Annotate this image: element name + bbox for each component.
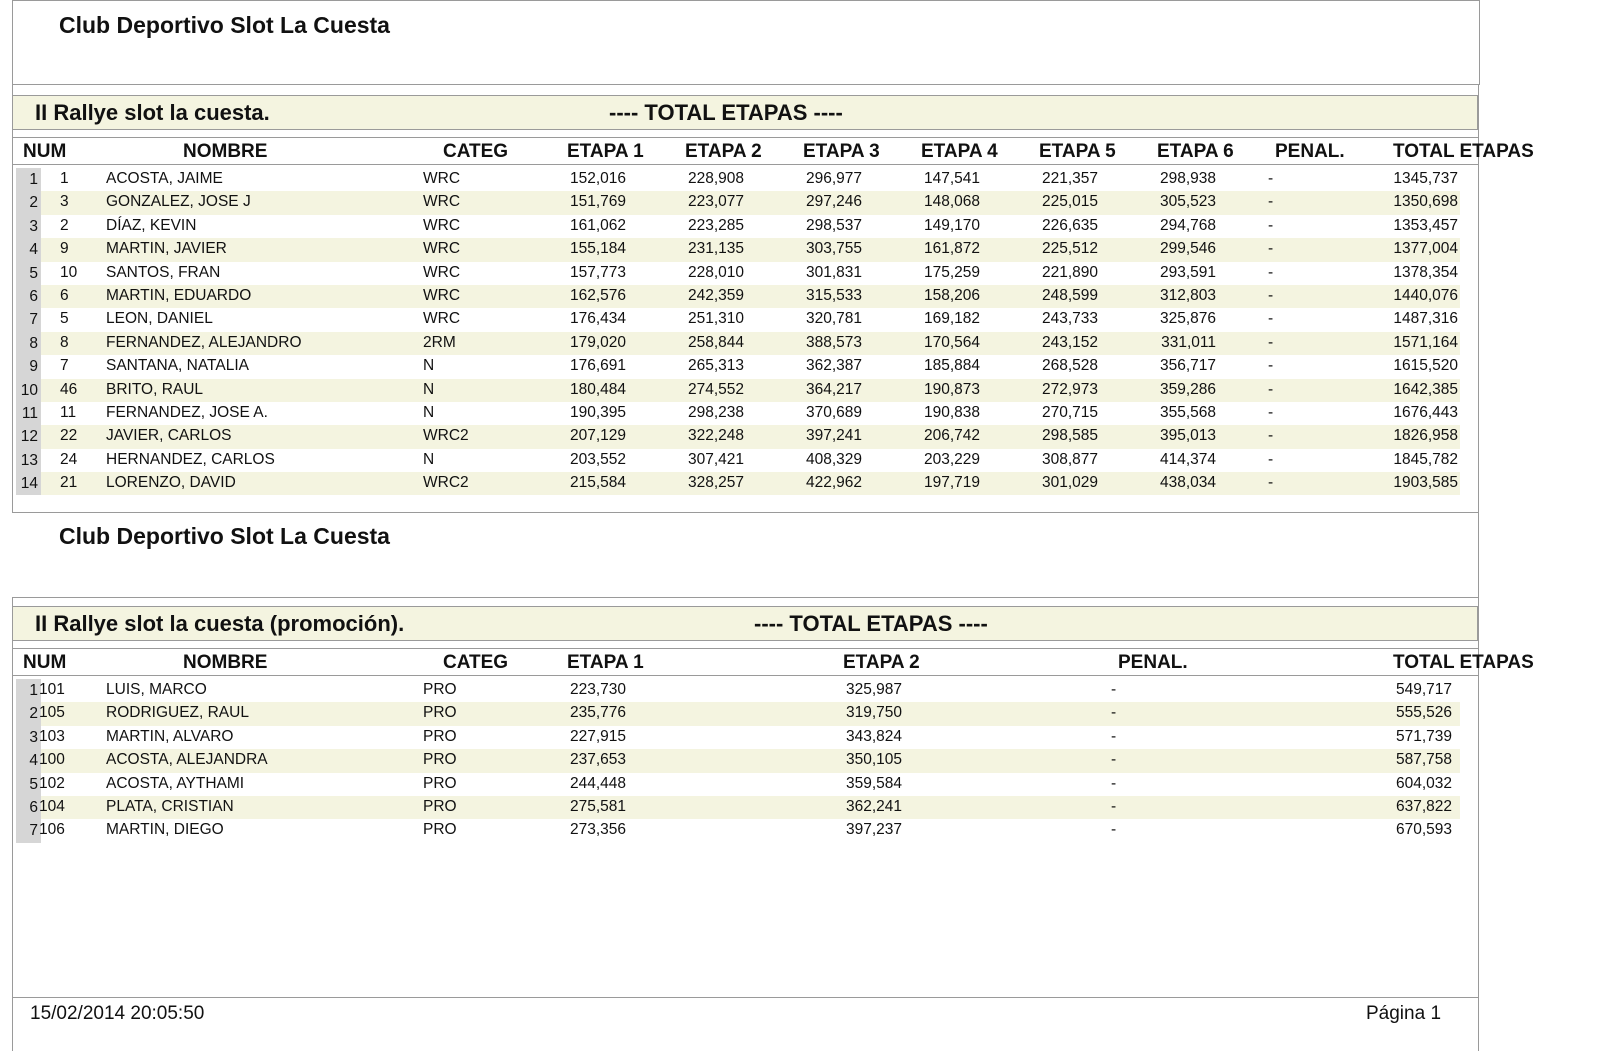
cell-penal: -	[1268, 216, 1274, 234]
cell-penal: -	[1268, 403, 1274, 421]
cell-e2: 307,421	[687, 450, 744, 468]
cell-e2: 242,359	[687, 286, 744, 304]
cell-e2: 258,844	[687, 333, 744, 351]
cell-e4: 185,884	[923, 357, 980, 375]
cell-penal: -	[1268, 333, 1274, 351]
rank-cell: 3	[16, 726, 41, 749]
cell-e1: 151,769	[569, 193, 626, 211]
cell-categ: PRO	[423, 751, 457, 769]
cell-categ: WRC	[423, 193, 461, 211]
cell-total: 1378,354	[1393, 263, 1458, 281]
cell-nombre: LORENZO, DAVID	[106, 474, 236, 492]
col-penal-2: PENAL.	[1118, 652, 1188, 673]
cell-num: 2	[60, 216, 69, 234]
cell-e6: 325,876	[1159, 310, 1216, 328]
club-title-2: Club Deportivo Slot La Cuesta	[59, 523, 390, 549]
col-categ-2: CATEG	[443, 652, 509, 673]
cell-e4: 175,259	[923, 263, 980, 281]
rank-cell: 1	[16, 168, 41, 191]
cell-total: 670,593	[1395, 821, 1452, 839]
section-title-band-2	[12, 606, 1478, 641]
cell-e3: 397,241	[805, 427, 862, 445]
cell-categ: PRO	[423, 681, 457, 698]
cell-e4: 169,182	[923, 310, 980, 328]
rank-cell: 5	[16, 262, 41, 285]
cell-total: 1615,520	[1393, 357, 1458, 375]
cell-e4: 161,872	[923, 240, 980, 258]
cell-e6: 298,938	[1159, 170, 1216, 187]
cell-penal: -	[1268, 380, 1274, 398]
cell-e5: 298,585	[1041, 427, 1098, 445]
cell-total: 1642,385	[1393, 380, 1458, 398]
cell-e3: 362,387	[805, 357, 862, 375]
cell-total: 1487,316	[1393, 310, 1458, 328]
cell-nombre: MARTIN, JAVIER	[106, 240, 227, 258]
cell-e6: 293,591	[1159, 263, 1216, 281]
cell-num: 102	[39, 774, 65, 792]
rank-cell: 13	[16, 449, 41, 472]
cell-total: 1345,737	[1393, 170, 1458, 187]
cell-penal: -	[1268, 170, 1274, 187]
cell-num: 5	[60, 310, 69, 328]
cell-e2: 298,238	[687, 403, 744, 421]
cell-num: 100	[39, 751, 65, 769]
cell-e4: 170,564	[923, 333, 980, 351]
table-row	[16, 402, 1460, 425]
cell-penal: -	[1111, 774, 1117, 792]
col-etapa-1: ETAPA 1	[567, 141, 644, 162]
cell-e3: 320,781	[805, 310, 862, 328]
cell-e4: 197,719	[923, 474, 980, 492]
table-row	[16, 679, 1460, 702]
cell-nombre: SANTANA, NATALIA	[106, 357, 249, 375]
col-etapa-5: ETAPA 5	[1039, 141, 1116, 162]
cell-e3: 297,246	[805, 193, 862, 211]
col-total-2: TOTAL ETAPAS	[1393, 652, 1534, 673]
rank-cell: 6	[16, 796, 41, 819]
cell-e2: 350,105	[845, 751, 902, 769]
cell-penal: -	[1268, 263, 1274, 281]
cell-categ: WRC	[423, 170, 461, 187]
cell-e1: 179,020	[569, 333, 626, 351]
cell-e3: 388,573	[805, 333, 862, 351]
cell-e2: 322,248	[687, 427, 744, 445]
cell-num: 7	[60, 357, 69, 375]
cell-categ: WRC2	[423, 474, 469, 492]
rank-cell: 7	[16, 308, 41, 331]
col-total: TOTAL ETAPAS	[1393, 141, 1534, 162]
cell-nombre: BRITO, RAUL	[106, 380, 204, 398]
table-row	[16, 285, 1460, 308]
rank-cell: 11	[16, 402, 41, 425]
rank-cell: 6	[16, 285, 41, 308]
cell-num: 6	[60, 286, 69, 304]
cell-e6: 438,034	[1159, 474, 1216, 492]
rank-cell: 2	[16, 702, 41, 725]
cell-e2: 223,077	[687, 193, 744, 211]
cell-categ: WRC	[423, 286, 461, 304]
cell-nombre: RODRIGUEZ, RAUL	[106, 704, 249, 722]
footer-divider	[12, 997, 1478, 998]
cell-nombre: HERNANDEZ, CARLOS	[106, 450, 275, 468]
cell-num: 8	[60, 333, 69, 351]
results-table-2	[16, 679, 1460, 843]
cell-categ: WRC	[423, 263, 461, 281]
table-row	[16, 749, 1460, 772]
cell-e4: 149,170	[923, 216, 980, 234]
cell-penal: -	[1111, 727, 1117, 745]
cell-e2: 397,237	[845, 821, 902, 839]
cell-total: 1826,958	[1393, 427, 1458, 445]
cell-penal: -	[1268, 286, 1274, 304]
cell-categ: PRO	[423, 727, 457, 745]
cell-e2: 228,010	[687, 263, 744, 281]
cell-num: 3	[60, 193, 69, 211]
table-row	[16, 191, 1460, 214]
cell-num: 21	[60, 474, 78, 492]
col-num-2: NUM	[23, 652, 67, 673]
cell-penal: -	[1268, 450, 1274, 468]
cell-e5: 268,528	[1041, 357, 1098, 375]
col-num: NUM	[23, 141, 67, 162]
rank-cell: 9	[16, 355, 41, 378]
rank-cell: 5	[16, 773, 41, 796]
table-row	[16, 796, 1460, 819]
cell-e3: 422,962	[805, 474, 862, 492]
cell-e3: 315,533	[805, 286, 862, 304]
cell-e2: 223,285	[687, 216, 744, 234]
cell-e2: 362,241	[845, 797, 902, 815]
cell-e5: 270,715	[1041, 403, 1098, 421]
cell-nombre: MARTIN, EDUARDO	[106, 286, 252, 304]
cell-e3: 303,755	[805, 240, 862, 258]
cell-e1: 180,484	[569, 380, 626, 398]
cell-e5: 243,733	[1041, 310, 1098, 328]
cell-nombre: ACOSTA, JAIME	[106, 170, 223, 187]
cell-nombre: SANTOS, FRAN	[106, 263, 221, 281]
cell-e1: 223,730	[569, 681, 626, 698]
cell-e2: 228,908	[687, 170, 744, 187]
cell-total: 1903,585	[1393, 474, 1458, 492]
cell-categ: PRO	[423, 821, 457, 839]
cell-e1: 176,691	[569, 357, 626, 375]
col-etapa-3: ETAPA 3	[803, 141, 880, 162]
cell-total: 604,032	[1395, 774, 1452, 792]
table-row	[16, 726, 1460, 749]
table-row	[16, 379, 1460, 402]
cell-e2: 325,987	[845, 681, 902, 698]
cell-e3: 408,329	[805, 450, 862, 468]
cell-num: 101	[39, 681, 65, 698]
col-etapa-6: ETAPA 6	[1157, 141, 1234, 162]
cell-num: 11	[60, 403, 77, 421]
col-etapa-1-2: ETAPA 1	[567, 652, 644, 673]
cell-penal: -	[1268, 474, 1274, 492]
cell-e1: 227,915	[569, 727, 626, 745]
cell-e6: 356,717	[1159, 357, 1216, 375]
cell-categ: WRC	[423, 216, 461, 234]
cell-e1: 190,395	[569, 403, 626, 421]
rank-cell: 1	[16, 679, 41, 702]
total-etapas-label-2: ---- TOTAL ETAPAS ----	[754, 611, 988, 636]
cell-e1: 155,184	[569, 240, 626, 258]
cell-e5: 221,357	[1041, 170, 1098, 187]
cell-total: 1440,076	[1393, 286, 1458, 304]
col-nombre-2: NOMBRE	[183, 652, 268, 673]
table-header-1	[12, 137, 1534, 165]
cell-e6: 395,013	[1159, 427, 1216, 445]
cell-e5: 301,029	[1041, 474, 1098, 492]
cell-e4: 190,838	[923, 403, 980, 421]
cell-total: 637,822	[1395, 797, 1452, 815]
cell-e2: 274,552	[687, 380, 744, 398]
rank-cell: 10	[16, 379, 41, 402]
cell-num: 105	[39, 704, 65, 722]
total-etapas-label: ---- TOTAL ETAPAS ----	[609, 100, 843, 125]
rank-cell: 7	[16, 819, 41, 842]
cell-e6: 414,374	[1159, 450, 1216, 468]
section-title-band-1	[12, 95, 1478, 130]
cell-e3: 298,537	[805, 216, 862, 234]
cell-categ: N	[423, 357, 435, 375]
cell-total: 1571,164	[1393, 333, 1458, 351]
cell-penal: -	[1111, 821, 1117, 839]
cell-num: 24	[60, 450, 78, 468]
cell-total: 1350,698	[1393, 193, 1458, 211]
cell-e1: 215,584	[569, 474, 626, 492]
cell-e5: 221,890	[1041, 263, 1098, 281]
cell-penal: -	[1111, 704, 1117, 722]
cell-categ: WRC2	[423, 427, 469, 445]
cell-e4: 148,068	[923, 193, 980, 211]
cell-e1: 203,552	[569, 450, 626, 468]
table-header-2	[12, 648, 1534, 676]
cell-e1: 244,448	[569, 774, 626, 792]
cell-num: 9	[60, 240, 69, 258]
cell-e5: 225,512	[1041, 240, 1098, 258]
cell-e1: 162,576	[569, 286, 626, 304]
cell-e2: 265,313	[687, 357, 744, 375]
cell-penal: -	[1111, 797, 1117, 815]
table-row	[16, 238, 1460, 261]
cell-categ: PRO	[423, 774, 457, 792]
cell-penal: -	[1268, 193, 1274, 211]
rank-cell: 3	[16, 215, 41, 238]
cell-e6: 294,768	[1159, 216, 1216, 234]
cell-total: 1676,443	[1393, 403, 1458, 421]
cell-e4: 203,229	[923, 450, 980, 468]
cell-e2: 319,750	[845, 704, 902, 722]
cell-nombre: ACOSTA, ALEJANDRA	[106, 751, 268, 769]
table-row	[16, 819, 1460, 842]
cell-penal: -	[1111, 681, 1117, 698]
table-row	[16, 355, 1460, 378]
col-etapa-2-2: ETAPA 2	[843, 652, 920, 673]
cell-e3: 370,689	[805, 403, 862, 421]
cell-e2: 251,310	[687, 310, 744, 328]
cell-e5: 226,635	[1041, 216, 1098, 234]
cell-e6: 312,803	[1159, 286, 1216, 304]
cell-categ: PRO	[423, 704, 457, 722]
cell-categ: N	[423, 380, 435, 398]
cell-nombre: FERNANDEZ, ALEJANDRO	[106, 333, 302, 351]
cell-e1: 273,356	[569, 821, 626, 839]
cell-e1: 157,773	[569, 263, 626, 281]
table-row	[16, 332, 1460, 355]
cell-e3: 364,217	[805, 380, 862, 398]
rank-cell: 4	[16, 238, 41, 261]
table-row	[16, 449, 1460, 472]
cell-penal: -	[1268, 310, 1274, 328]
table-row	[16, 425, 1460, 448]
cell-e2: 359,584	[845, 774, 902, 792]
cell-e6: 299,546	[1159, 240, 1216, 258]
rank-cell: 2	[16, 191, 41, 214]
cell-e2: 231,135	[687, 240, 744, 258]
table-row	[16, 168, 1460, 191]
rank-cell: 14	[16, 472, 41, 495]
cell-num: 1	[60, 170, 69, 187]
col-etapa-4: ETAPA 4	[921, 141, 998, 162]
rank-cell: 12	[16, 425, 41, 448]
cell-e6: 305,523	[1159, 193, 1216, 211]
cell-e2: 343,824	[845, 727, 902, 745]
cell-e4: 147,541	[923, 170, 980, 187]
col-penal: PENAL.	[1275, 141, 1345, 162]
table-row	[16, 702, 1460, 725]
cell-total: 1353,457	[1393, 216, 1458, 234]
cell-e5: 308,877	[1041, 450, 1098, 468]
cell-num: 106	[39, 821, 65, 839]
cell-e5: 243,152	[1041, 333, 1098, 351]
cell-e6: 331,011	[1161, 333, 1216, 351]
cell-num: 22	[60, 427, 78, 445]
cell-nombre: ACOSTA, AYTHAMI	[106, 774, 245, 792]
print-datetime: 15/02/2014 20:05:50	[30, 1003, 205, 1024]
cell-num: 104	[39, 797, 65, 815]
table-row	[16, 773, 1460, 796]
col-categ: CATEG	[443, 141, 509, 162]
results-table-1	[16, 168, 1460, 495]
cell-nombre: LUIS, MARCO	[106, 681, 207, 698]
cell-nombre: LEON, DANIEL	[106, 310, 213, 328]
cell-nombre: PLATA, CRISTIAN	[106, 797, 234, 815]
cell-e4: 206,742	[923, 427, 980, 445]
cell-total: 571,739	[1395, 727, 1452, 745]
cell-e3: 296,977	[805, 170, 862, 187]
cell-categ: WRC	[423, 240, 461, 258]
rally-promo-title: II Rallye slot la cuesta (promoción).	[35, 611, 405, 636]
cell-total: 555,526	[1395, 704, 1452, 722]
cell-e4: 158,206	[923, 286, 980, 304]
cell-num: 46	[60, 380, 78, 398]
cell-penal: -	[1268, 240, 1274, 258]
cell-num: 10	[60, 263, 78, 281]
cell-e4: 190,873	[923, 380, 980, 398]
rally-title: II Rallye slot la cuesta.	[35, 100, 270, 125]
cell-nombre: GONZALEZ, JOSE J	[106, 193, 251, 211]
cell-num: 103	[39, 727, 65, 745]
cell-e1: 275,581	[569, 797, 626, 815]
cell-penal: -	[1268, 357, 1274, 375]
col-etapa-2: ETAPA 2	[685, 141, 762, 162]
cell-total: 587,758	[1395, 751, 1452, 769]
col-nombre: NOMBRE	[183, 141, 268, 162]
cell-e1: 152,016	[569, 170, 626, 187]
cell-categ: 2RM	[423, 333, 456, 351]
page-number: Página 1	[1366, 1003, 1442, 1024]
cell-total: 549,717	[1395, 681, 1452, 698]
cell-nombre: MARTIN, ALVARO	[106, 727, 234, 745]
table-row	[16, 472, 1460, 495]
cell-nombre: FERNANDEZ, JOSE A.	[106, 403, 268, 421]
cell-categ: N	[423, 450, 435, 468]
club-title: Club Deportivo Slot La Cuesta	[59, 12, 390, 38]
cell-total: 1845,782	[1393, 450, 1458, 468]
cell-penal: -	[1268, 427, 1274, 445]
cell-e1: 235,776	[569, 704, 626, 722]
table-row	[16, 308, 1460, 331]
rank-cell: 4	[16, 749, 41, 772]
cell-e5: 248,599	[1041, 286, 1098, 304]
cell-nombre: MARTIN, DIEGO	[106, 821, 224, 839]
cell-nombre: JAVIER, CARLOS	[106, 427, 232, 445]
cell-e6: 355,568	[1159, 403, 1216, 421]
cell-nombre: DÍAZ, KEVIN	[106, 216, 197, 234]
cell-e5: 225,015	[1041, 193, 1098, 211]
cell-e1: 207,129	[569, 427, 626, 445]
table-row	[16, 215, 1460, 238]
rank-cell: 8	[16, 332, 41, 355]
cell-categ: PRO	[423, 797, 457, 815]
cell-total: 1377,004	[1393, 240, 1458, 258]
cell-e1: 161,062	[569, 216, 626, 234]
cell-penal: -	[1111, 751, 1117, 769]
cell-e3: 301,831	[805, 263, 862, 281]
table-row	[16, 262, 1460, 285]
cell-e2: 328,257	[687, 474, 744, 492]
cell-e1: 237,653	[569, 751, 626, 769]
cell-categ: N	[423, 403, 435, 421]
cell-e1: 176,434	[569, 310, 626, 328]
cell-e5: 272,973	[1041, 380, 1098, 398]
cell-e6: 359,286	[1159, 380, 1216, 398]
cell-categ: WRC	[423, 310, 461, 328]
